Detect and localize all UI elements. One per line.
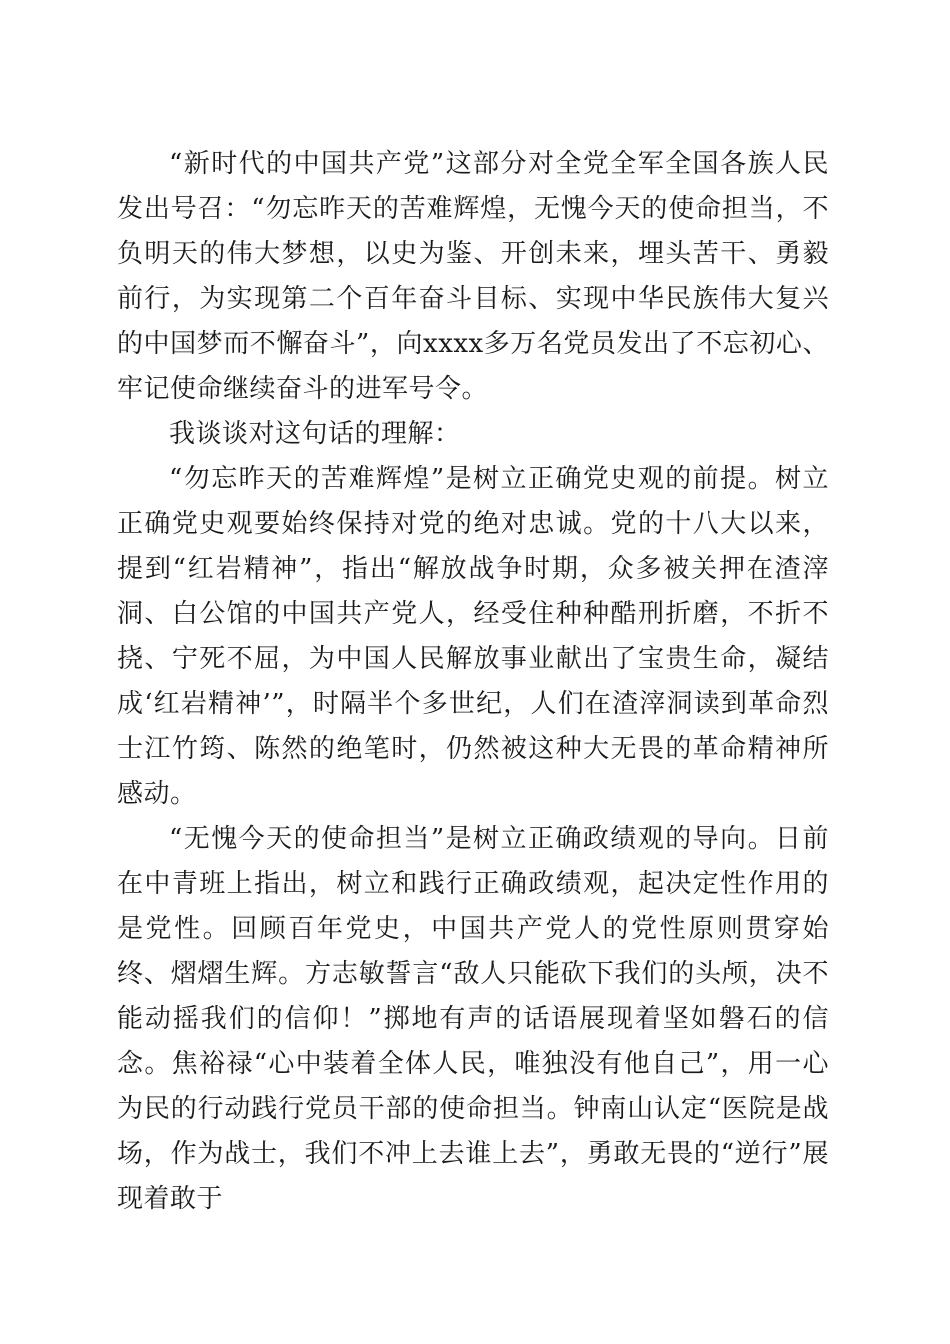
paragraph-performance-view: “无愧今天的使命担当”是树立正确政绩观的导向。日前在中青班上指出，树立和践行正确政绩观，起决定性作用的是党性。回顾百年党史，中国共产党人的党性原则贯穿始终、熠熠生辉。方志敏誓言“敌人只能砍下我们的头颅，决不能动摇我们的信仰！”掷地有声的话语展现着坚如磐石的信念。焦裕禄“心中装着全体人民，唯独没有他自己”，用一心为民的行动践行党员干部的使命担当。钟南山认定“医院是战场，作为战士，我们不冲上去谁上去”，勇敢无畏的“逆行”展现着敢于 — [117, 824, 829, 1214]
document-body — [117, 142, 829, 1222]
paragraph-history-view: “勿忘昨天的苦难辉煌”是树立正确党史观的前提。树立正确党史观要始终保持对党的绝对忠诚。党的十八大以来，提到“红岩精神”，指出“解放战争时期，众多被关押在渣滓洞、白公馆的中国共产党人，经受住种种酷刑折磨，不折不挠、宁死不屈，为中国人民解放事业献出了宝贵生命，凝结成‘红岩精神’”，时隔半个多世纪，人们在渣滓洞读到革命烈士江竹筠、陈然的绝笔时，仍然被这种大无畏的革命精神所感动。 — [117, 464, 829, 809]
paragraph-call-to-action: “新时代的中国共产党”这部分对全党全军全国各族人民发出号召：“勿忘昨天的苦难辉煌，无愧今天的使命担当，不负明天的伟大梦想，以史为鉴、开创未来，埋头苦干、勇毅前行，为实现第二个百年奋斗目标、实现中华民族伟大复兴的中国梦而不懈奋斗”，向xxxx多万名党员发出了不忘初心、牢记使命继续奋斗的进军号令。 — [117, 149, 829, 404]
paragraph-intro: 我谈谈对这句话的理解： — [169, 419, 461, 449]
